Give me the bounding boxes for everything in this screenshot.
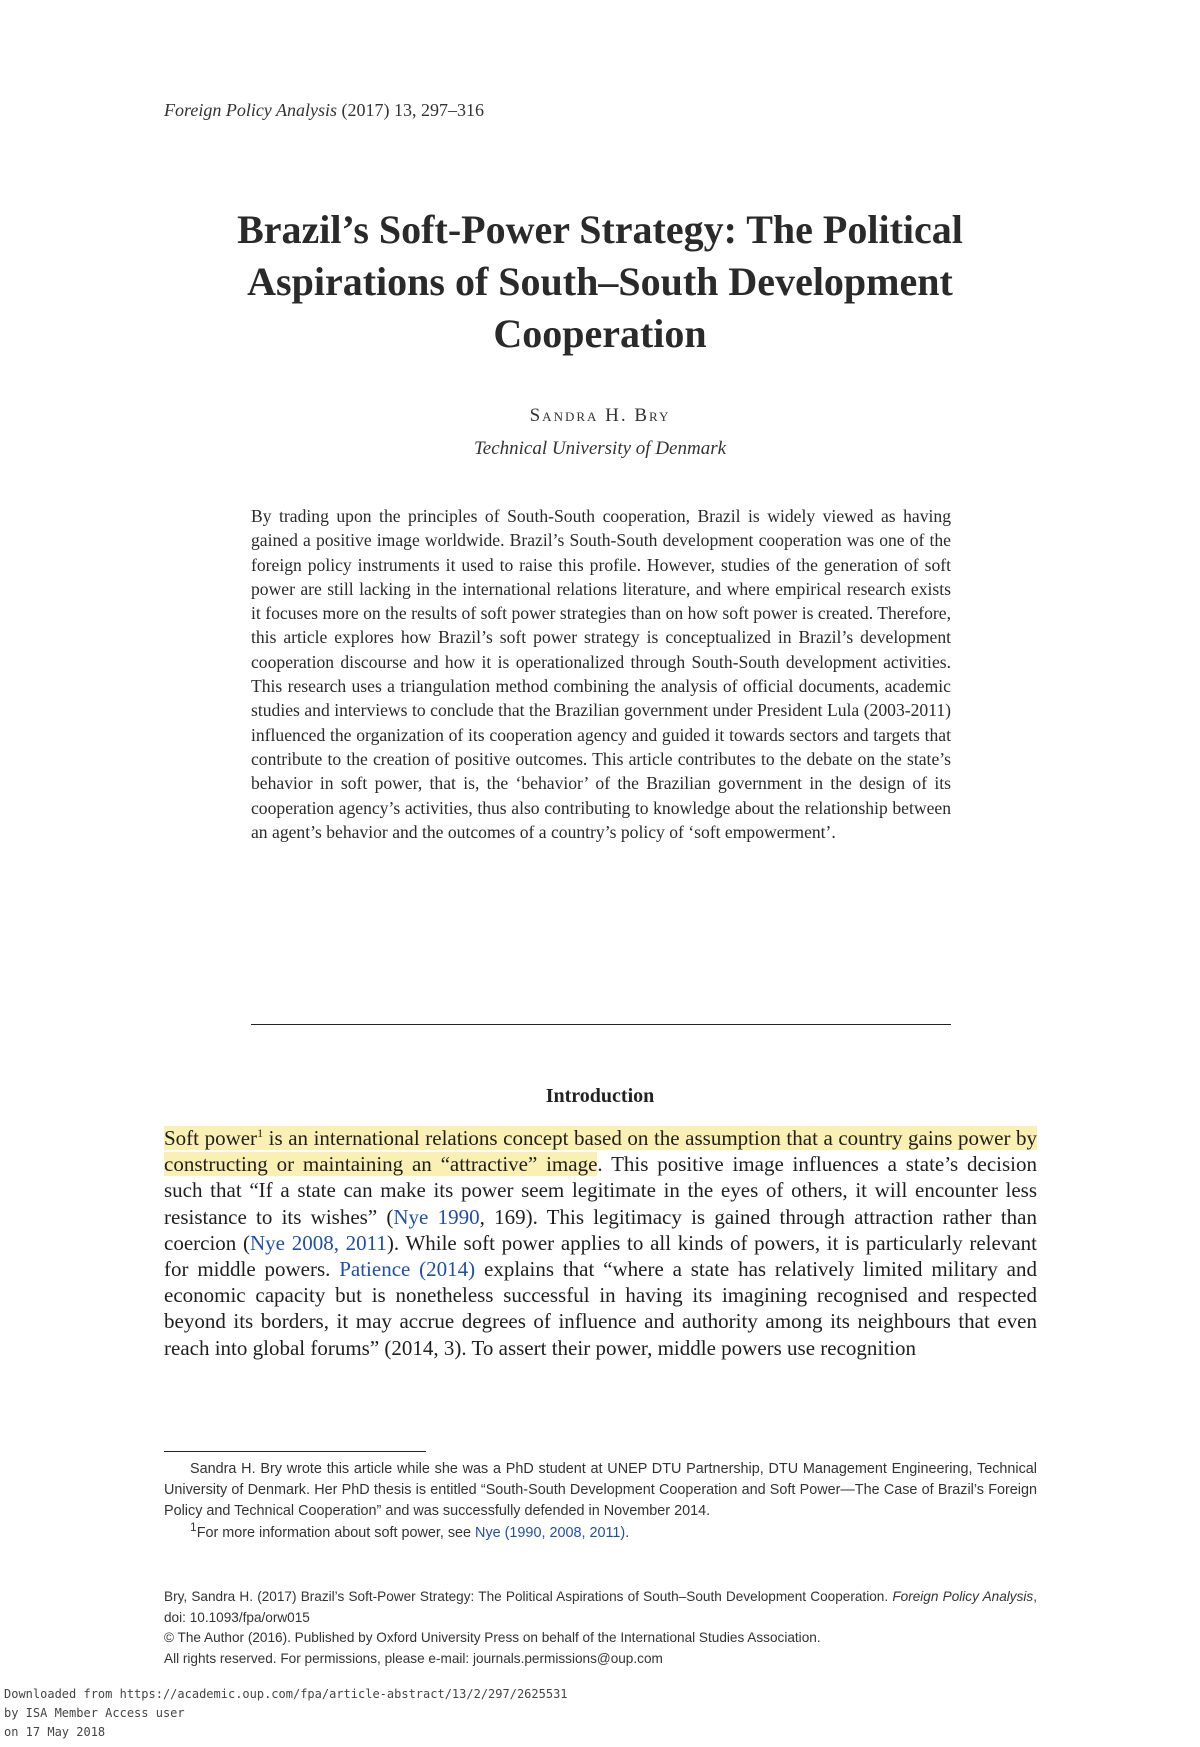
footnote-text: For more information about soft power, see [196,1525,476,1541]
article-title [160,204,1040,360]
download-stamp-line-2: by ISA Member Access user [4,1706,185,1720]
rights-line: All rights reserved. For permissions, please e-mail: journals.permissions@oup.com [164,1650,663,1666]
footnote-divider [164,1451,426,1452]
abstract-divider [251,1024,951,1025]
title-line-1: Brazil’s Soft-Power Strategy: The Political [237,207,963,252]
footnotes [164,1459,1037,1544]
download-stamp-line-1: Downloaded from https://academic.oup.com/fpa/article-abstract/13/2/297/2625531 [4,1687,568,1701]
citation-link-nye-2008-2011[interactable]: Nye 2008, 2011 [250,1230,387,1255]
title-line-2: Aspirations of South–South Development [247,259,953,304]
reference-text: Bry, Sandra H. (2017) Brazil’s Soft-Power Strategy: The Political Aspirations of South–South Development Cooperation. [164,1589,893,1604]
journal-reference: (2017) 13, 297–316 [336,100,484,120]
download-stamp [4,1685,568,1742]
body-text-segment: ). While soft power applies to all kinds of powers, it is particularly relevant for middle powers. [164,1230,1037,1282]
citation-block [164,1587,1037,1669]
citation-link-nye-1990[interactable]: Nye 1990 [393,1204,480,1229]
copyright-line: © The Author (2016). Published by Oxford University Press on behalf of the International Studies Association. [164,1630,821,1645]
body-text-segment: is an international relations concept based on the assumption that a country gains power by constructing or maintaining an “attractive” image [164,1126,1037,1177]
author-note: Sandra H. Bry wrote this article while she was a PhD student at UNEP DTU Partnership, DTU Management Engineering, Technical University of Denmark. Her PhD thesis is entitled “South-South Development Cooperation and Soft Power—The Case of Brazil’s Foreign Policy and Technical Cooperation” and was successfully defended in November 2014. [164,1461,1037,1519]
body-text-segment: Soft power [164,1126,258,1150]
footnote-marker[interactable]: 1 [257,1126,264,1140]
citation-link-patience-2014[interactable]: Patience (2014) [339,1257,476,1282]
reference-line [164,1587,1037,1628]
footnote-number: 1 [190,1520,197,1535]
title-line-3: Cooperation [493,311,707,356]
reference-journal: Foreign Policy Analysis [892,1589,1034,1604]
download-stamp-line-3: on 17 May 2018 [4,1725,106,1739]
abstract: By trading upon the principles of South-South cooperation, Brazil is widely viewed as having gained a positive image worldwide. Brazil’s South-South development cooperation was one of the foreign policy instruments it used to raise this profile. However, studies of the generation of soft power are still lacking in the international relations literature, and where empirical research exists it focuses more on the results of soft power strategies than on how soft power is created. Therefore, this article explores how Brazil’s soft power strategy is conceptualized in Brazil’s development cooperation discourse and how it is operationalized through South-South development activities. This research uses a triangulation method combining the analysis of official documents, academic studies and interviews to conclude that the Brazilian government under President Lula (2003-2011) influenced the organization of its cooperation agency and guided it towards sectors and targets that contribute to the creation of positive outcomes. This article contributes to the debate on the state’s behavior in soft power, that is, the ‘behavior’ of the Brazilian government in the design of its cooperation agency’s activities, thus also contributing to knowledge about the relationship between an agent’s behavior and the outcomes of a country’s policy of ‘soft empowerment’. [251,506,951,842]
body-text-segment: , 169). This legitimacy is gained through attraction rather than coercion ( [164,1204,1037,1255]
journal-name: Foreign Policy Analysis [164,100,337,120]
reference-doi: , doi: 10.1093/fpa/orw015 [164,1589,1037,1625]
body-paragraph [164,1125,1037,1361]
footnote-1 [164,1520,1037,1544]
footnote-citation-link[interactable]: Nye (1990, 2008, 2011) [475,1525,626,1541]
footnote-text-end: . [625,1525,630,1541]
author-affiliation: Technical University of Denmark [473,438,727,459]
body-text-segment: explains that “where a state has relatively limited military and economic capacity but is nonetheless successful in having its imagining recognised and respected beyond its borders, it may accrue degrees of influence and authority among its neighbours that even reach into global forums” (2014, 3). To assert their power, middle powers use recognition [164,1257,1037,1360]
author-name: Sandra H. Bry [529,405,671,426]
journal-header [164,100,484,121]
section-heading: Introduction [545,1085,655,1107]
body-text-segment: . This positive image influences a state’s decision such that “If a state can make its power seem legitimate in the eyes of others, it will encounter less resistance to its wishes” ( [164,1152,1037,1229]
